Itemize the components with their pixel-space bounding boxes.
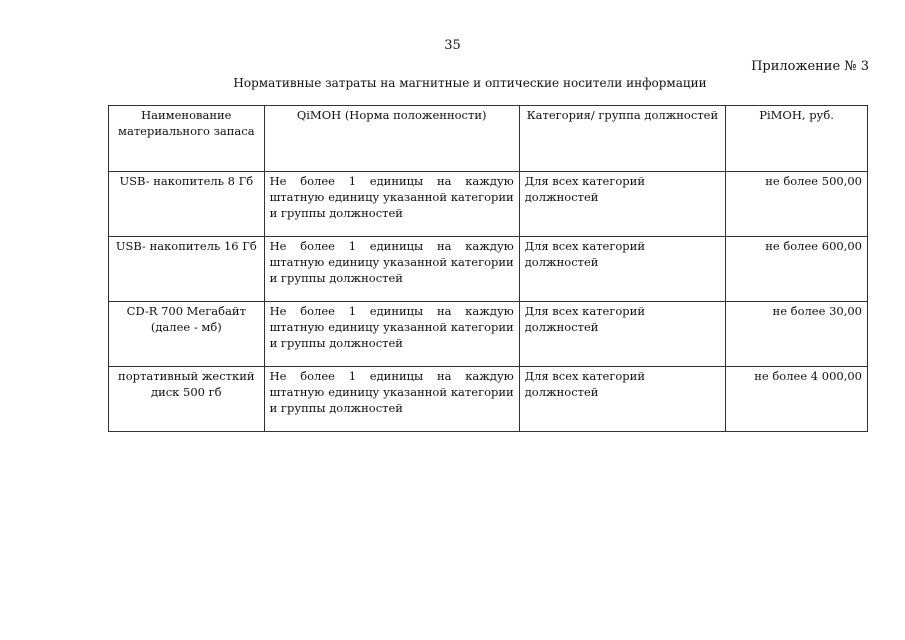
row-price: не более 30,00 xyxy=(726,302,868,367)
table-row xyxy=(109,237,868,302)
row-material-name: USB- накопитель 8 Гб xyxy=(109,172,265,237)
header-quantity-norm: QiМОН (Норма положенности) xyxy=(264,106,519,172)
header-price: PiМОН, руб. xyxy=(726,106,868,172)
norms-table xyxy=(108,105,868,432)
table-row xyxy=(109,367,868,432)
header-position-category: Категория/ группа должностей xyxy=(519,106,725,172)
page-number: 35 xyxy=(444,38,461,53)
row-price: не более 600,00 xyxy=(726,237,868,302)
appendix-label: Приложение № 3 xyxy=(751,59,869,74)
row-position-category: Для всех категорий должностей xyxy=(519,172,725,237)
table-header-row xyxy=(109,106,868,172)
row-price: не более 500,00 xyxy=(726,172,868,237)
row-material-name: CD-R 700 Мегабайт (далее - мб) xyxy=(109,302,265,367)
row-quantity-norm: Не более 1 единицы на каждую штатную единицу указанной категории и группы должностей xyxy=(264,367,519,432)
table-row xyxy=(109,172,868,237)
table-row xyxy=(109,302,868,367)
row-material-name: портативный жесткий диск 500 гб xyxy=(109,367,265,432)
row-position-category: Для всех категорий должностей xyxy=(519,237,725,302)
row-quantity-norm: Не более 1 единицы на каждую штатную единицу указанной категории и группы должностей xyxy=(264,302,519,367)
row-price: не более 4 000,00 xyxy=(726,367,868,432)
row-material-name: USB- накопитель 16 Гб xyxy=(109,237,265,302)
row-quantity-norm: Не более 1 единицы на каждую штатную единицу указанной категории и группы должностей xyxy=(264,172,519,237)
row-position-category: Для всех категорий должностей xyxy=(519,302,725,367)
row-position-category: Для всех категорий должностей xyxy=(519,367,725,432)
row-quantity-norm: Не более 1 единицы на каждую штатную единицу указанной категории и группы должностей xyxy=(264,237,519,302)
header-material-name: Наименование материального запаса xyxy=(109,106,265,172)
document-title: Нормативные затраты на магнитные и оптические носители информации xyxy=(233,76,707,90)
